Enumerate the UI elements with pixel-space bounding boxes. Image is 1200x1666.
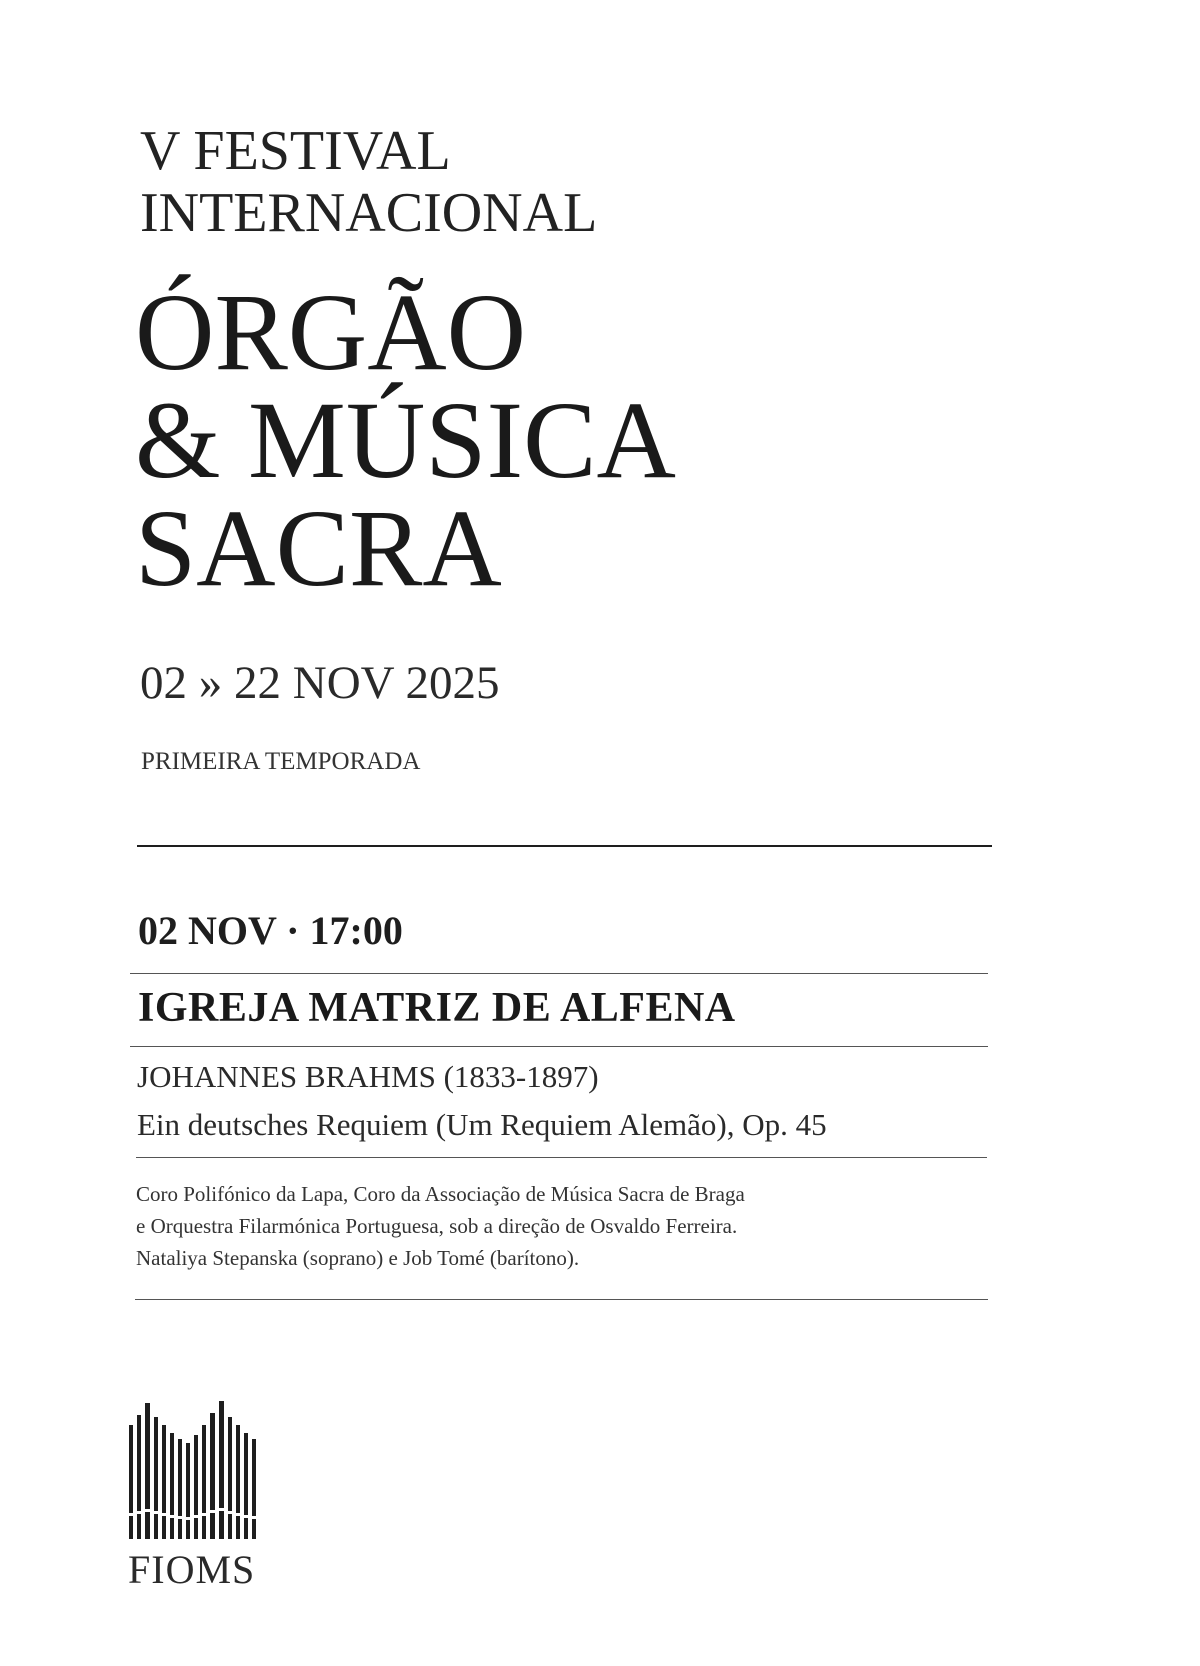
event-venue: IGREJA MATRIZ DE ALFENA (138, 985, 736, 1031)
festival-line-1: V FESTIVAL (140, 120, 451, 182)
divider-line (130, 1046, 988, 1047)
performers-line-3: Nataliya Stepanska (soprano) e Job Tomé (barítono). (136, 1246, 580, 1270)
title-line-1: ÓRGÃO (135, 271, 527, 393)
performers-credits (136, 1178, 745, 1274)
divider-line (136, 1157, 987, 1158)
performers-line-2: e Orquestra Filarmónica Portuguesa, sob a direção de Osvaldo Ferreira. (136, 1214, 738, 1238)
festival-title (135, 271, 676, 609)
festival-heading (140, 120, 597, 244)
festival-line-2: INTERNACIONAL (140, 182, 598, 244)
composer-name: JOHANNES BRAHMS (1833-1897) (137, 1059, 599, 1094)
festival-dates: 02 » 22 NOV 2025 (140, 657, 500, 709)
event-datetime: 02 NOV · 17:00 (138, 908, 403, 953)
title-line-2: & MÚSICA (135, 379, 676, 501)
section-divider (137, 845, 992, 847)
organ-pipes-icon (127, 1395, 267, 1543)
performers-line-1: Coro Polifónico da Lapa, Coro da Associação de Música Sacra de Braga (136, 1182, 745, 1206)
divider-line (130, 973, 988, 974)
fioms-logo-text: FIOMS (128, 1547, 256, 1592)
season-label: PRIMEIRA TEMPORADA (141, 748, 421, 775)
divider-line (135, 1299, 988, 1300)
work-title: Ein deutsches Requiem (Um Requiem Alemão), Op. 45 (137, 1107, 827, 1142)
title-line-3: SACRA (135, 487, 502, 609)
